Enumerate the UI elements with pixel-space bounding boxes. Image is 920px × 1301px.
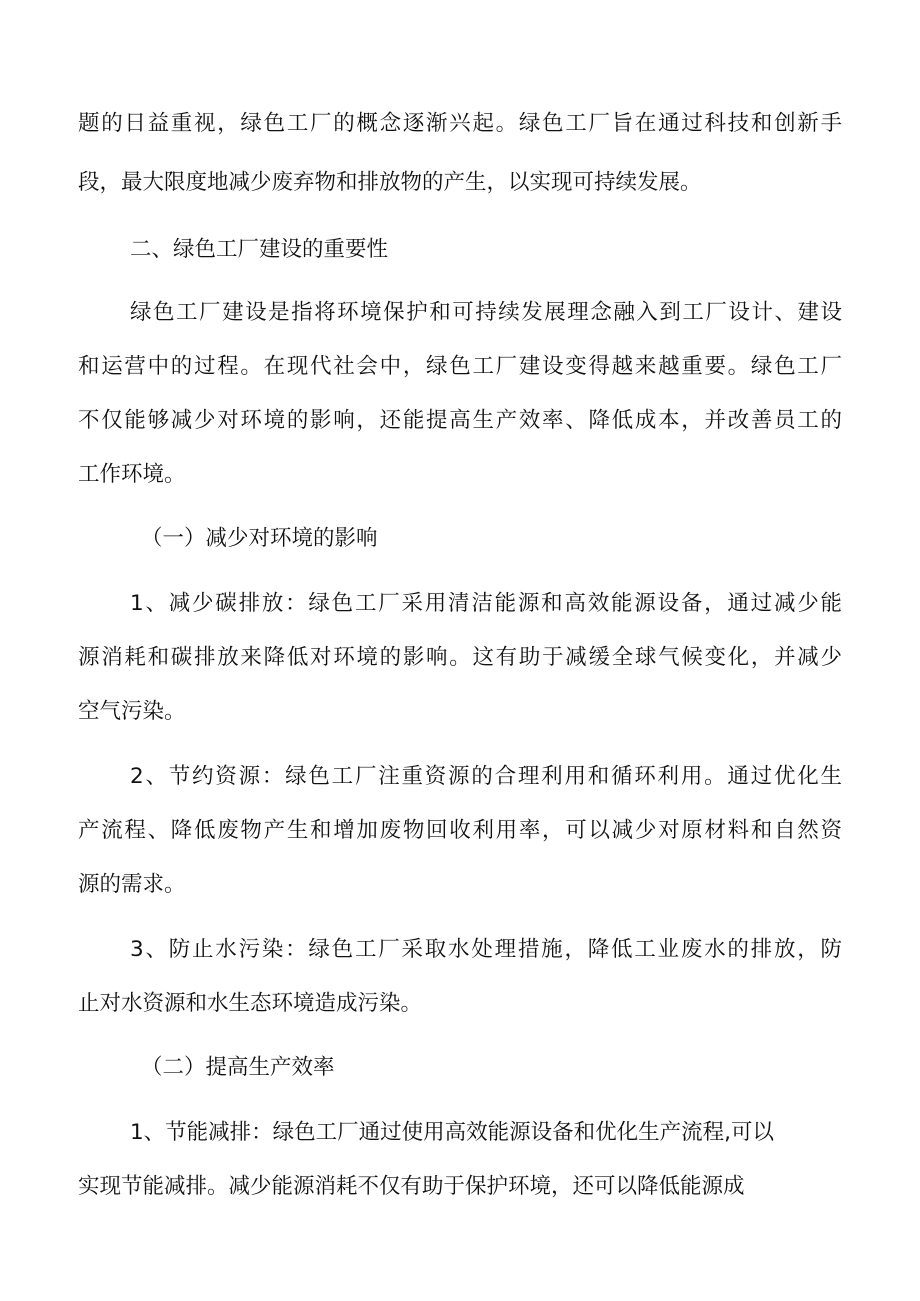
paragraph-line: 实现节能减排。减少能源消耗不仅有助于保护环境，还可以降低能源成: [78, 1174, 745, 1199]
paragraph-line: 题的日益重视，绿色工厂的概念逐渐兴起。绿色工厂旨在通过科技和创新手: [78, 111, 842, 136]
paragraph-line: 源消耗和碳排放来降低对环境的影响。这有助于减缓全球气候变化，并减少: [78, 645, 842, 670]
paragraph-line: 产流程、降低废物产生和增加废物回收利用率，可以减少对原材料和自然资: [78, 818, 842, 843]
paragraph-line: 源的需求。: [78, 872, 186, 897]
paragraph-line: 1、节能减排：绿色工厂通过使用高效能源设备和优化生产流程,可以: [130, 1120, 775, 1145]
paragraph-line: 空气污染。: [78, 699, 186, 724]
paragraph-line: 和运营中的过程。在现代社会中，绿色工厂建设变得越来越重要。绿色工厂: [78, 354, 842, 379]
paragraph-line: 1、减少碳排放：绿色工厂采用清洁能源和高效能源设备，通过减少能: [130, 591, 842, 616]
section-heading: 二、绿色工厂建设的重要性: [130, 237, 389, 262]
subsection-heading: （二）提高生产效率: [141, 1055, 335, 1080]
paragraph-line: 工作环境。: [78, 462, 186, 487]
paragraph-line: 绿色工厂建设是指将环境保护和可持续发展理念融入到工厂设计、建设: [130, 300, 842, 325]
subsection-heading: （一）减少对环境的影响: [141, 526, 378, 551]
paragraph-line: 3、防止水污染：绿色工厂采取水处理措施，降低工业废水的排放，防: [130, 937, 842, 962]
paragraph-line: 不仅能够减少对环境的影响，还能提高生产效率、降低成本，并改善员工的: [78, 408, 842, 433]
paragraph-line: 止对水资源和水生态环境造成污染。: [78, 991, 423, 1016]
paragraph-line: 段，最大限度地减少废弃物和排放物的产生，以实现可持续发展。: [78, 170, 702, 195]
paragraph-line: 2、节约资源：绿色工厂注重资源的合理利用和循环利用。通过优化生: [130, 764, 842, 789]
